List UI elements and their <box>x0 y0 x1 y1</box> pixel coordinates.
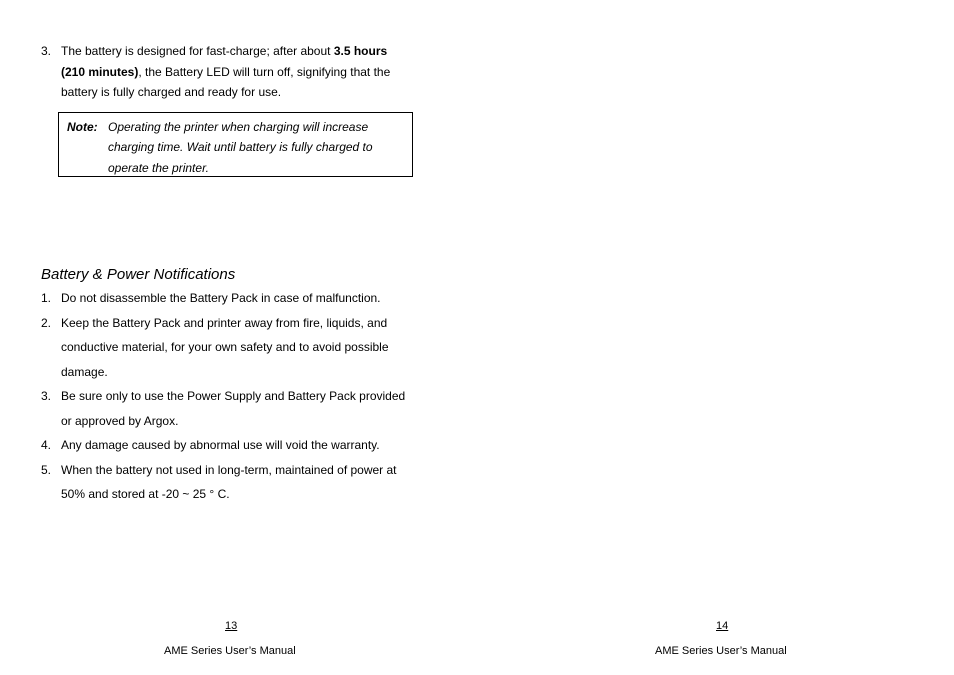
list-item-number: 2. <box>41 316 52 330</box>
list-item-text: When the battery not used in long-term, maintained of power at <box>61 463 397 477</box>
step-text-line-1 <box>61 44 387 58</box>
list-item-text: conductive material, for your own safety and to avoid possible <box>61 340 389 354</box>
list-item-number: 1. <box>41 291 52 305</box>
step-text: , the Battery LED will turn off, signifying that the <box>138 65 391 79</box>
footer-left: AME Series User’s Manual <box>164 645 296 657</box>
note-box <box>58 112 413 177</box>
list-item-number: 4. <box>41 438 52 452</box>
charge-time-hours: 3.5 hours <box>333 44 388 58</box>
list-item-text: or approved by Argox. <box>61 414 179 428</box>
list-item-number: 3. <box>41 389 52 403</box>
note-line: operate the printer. <box>108 161 209 175</box>
step-text-line-2 <box>61 65 390 79</box>
note-line: Operating the printer when charging will increase <box>108 120 369 134</box>
list-item-text: damage. <box>61 365 108 379</box>
list-item-text: Keep the Battery Pack and printer away from fire, liquids, and <box>61 316 388 330</box>
charge-time-minutes: (210 minutes) <box>61 65 139 79</box>
section-title: Battery & Power Notifications <box>41 266 236 283</box>
list-item-number: 5. <box>41 463 52 477</box>
list-item-text: 50% and stored at -20 ~ 25 ° C. <box>61 487 230 501</box>
footer-right: AME Series User’s Manual <box>655 645 787 657</box>
note-label: Note: <box>67 120 98 134</box>
page-number-left: 13 <box>225 620 238 632</box>
page-number-right: 14 <box>716 620 729 632</box>
note-line: charging time. Wait until battery is fully charged to <box>108 140 373 154</box>
list-item-text: Be sure only to use the Power Supply and Battery Pack provided <box>61 389 406 403</box>
list-item-text: Any damage caused by abnormal use will void the warranty. <box>61 438 380 452</box>
step-text: The battery is designed for fast-charge; after about <box>61 44 334 58</box>
list-item-text: Do not disassemble the Battery Pack in case of malfunction. <box>61 291 381 305</box>
step-number: 3. <box>41 44 52 58</box>
step-text-line-3: battery is fully charged and ready for use. <box>61 85 282 99</box>
